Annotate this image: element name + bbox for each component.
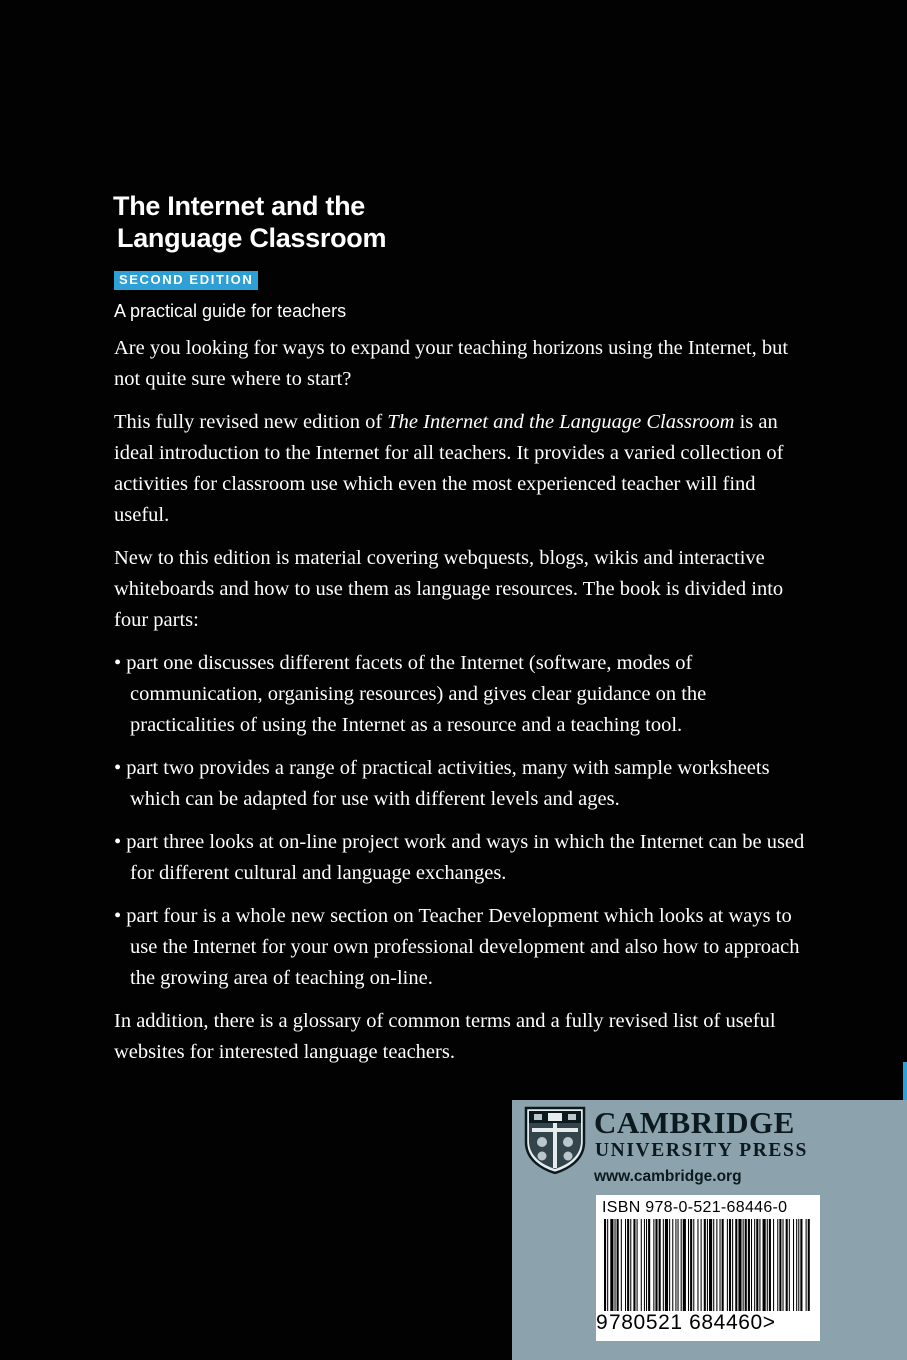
barcode-bar: [669, 1219, 670, 1311]
barcode-bar: [713, 1219, 714, 1311]
barcode-bar: [615, 1219, 616, 1311]
barcode-bar: [697, 1219, 698, 1311]
barcode-bar: [617, 1219, 619, 1311]
barcode-bar: [767, 1219, 768, 1311]
barcode-bar: [641, 1219, 642, 1311]
barcode-bar: [704, 1219, 706, 1311]
barcode-bar: [701, 1219, 702, 1311]
barcode-bar: [716, 1219, 717, 1311]
barcode-bar: [675, 1219, 676, 1311]
barcode-panel: [596, 1195, 820, 1341]
barcode-bar: [681, 1219, 682, 1311]
barcode-bar: [743, 1219, 744, 1311]
barcode-bar: [683, 1219, 686, 1311]
publisher-subtitle: UNIVERSITY PRESS: [595, 1140, 808, 1161]
barcode-bar: [659, 1219, 661, 1311]
barcode-bar: [655, 1219, 657, 1311]
barcode-bar: [621, 1219, 622, 1311]
barcode-bar: [800, 1219, 802, 1311]
blurb: [114, 333, 814, 1080]
barcode-bar: [793, 1219, 794, 1311]
barcode-bar: [672, 1219, 673, 1311]
barcode-bar: [763, 1219, 766, 1311]
barcode: [602, 1219, 814, 1311]
bullet-part-four: • part four is a whole new section on Teacher Development which looks at ways to use the Internet for your own professional development and also how to approach the growing area of teaching on-line.: [114, 905, 800, 989]
barcode-bar: [786, 1219, 788, 1311]
blurb-paragraph-3: New to this edition is material covering webquests, blogs, wikis and interactive whiteboards and how to use them as language resources. The book is divided into four parts:: [114, 547, 784, 631]
para2-title: The Internet and the Language Classroom: [387, 411, 735, 433]
publisher-url: www.cambridge.org: [594, 1168, 742, 1185]
barcode-bar: [665, 1219, 668, 1311]
barcode-bar: [693, 1219, 694, 1311]
bullet-part-three: • part three looks at on-line project work and ways in which the Internet can be used for different cultural and language exchanges.: [114, 831, 805, 884]
blurb-paragraph-final: In addition, there is a glossary of common terms and a fully revised list of useful websites for interested language teachers.: [114, 1010, 776, 1063]
book-title: [113, 190, 386, 254]
barcode-bar: [637, 1219, 638, 1311]
barcode-bar: [678, 1219, 679, 1311]
barcode-bar: [607, 1219, 608, 1311]
barcode-bar: [727, 1219, 728, 1311]
barcode-bar: [707, 1219, 708, 1311]
blurb-paragraph-1: Are you looking for ways to expand your teaching horizons using the Internet, but not quite sure where to start?: [114, 337, 789, 390]
barcode-bar: [625, 1219, 626, 1311]
barcode-bar: [798, 1219, 799, 1311]
barcode-bar: [779, 1219, 781, 1311]
barcode-bar: [754, 1219, 755, 1311]
barcode-end-mark: >: [762, 1311, 776, 1334]
barcode-bar: [722, 1219, 724, 1311]
barcode-bar: [789, 1219, 790, 1311]
barcode-bar: [738, 1219, 741, 1311]
barcode-number: [609, 1311, 776, 1335]
barcode-bar: [627, 1219, 629, 1311]
barcode-bar: [759, 1219, 760, 1311]
barcode-bar: [604, 1219, 606, 1311]
barcode-bar: [610, 1219, 613, 1311]
title-line-2: Language Classroom: [117, 223, 387, 253]
book-subtitle: A practical guide for teachers: [114, 301, 347, 321]
barcode-bar: [653, 1219, 654, 1311]
publisher-panel: [512, 1100, 907, 1360]
barcode-bar: [646, 1219, 647, 1311]
barcode-bar: [633, 1219, 635, 1311]
barcode-bar: [688, 1219, 689, 1311]
publisher-name: CAMBRIDGE: [594, 1105, 795, 1140]
barcode-bar: [796, 1219, 797, 1311]
barcode-bar: [808, 1219, 810, 1311]
blurb-paragraph-2: [114, 407, 814, 531]
barcode-bar: [735, 1219, 737, 1311]
barcode-bar: [709, 1219, 712, 1311]
barcode-bar: [644, 1219, 645, 1311]
title-line-1: The Internet and the: [113, 191, 366, 221]
spine-accent-mark: [903, 1062, 907, 1100]
barcode-bar: [720, 1219, 721, 1311]
barcode-bar: [756, 1219, 758, 1311]
bullet-part-one: • part one discusses different facets of the Internet (software, modes of communication, organising resources) and gives clear guidance on the practicalities of using the Internet as a resource and a teaching tool.: [114, 652, 707, 736]
edition-badge: SECOND EDITION: [114, 271, 258, 290]
barcode-bar: [729, 1219, 731, 1311]
barcode-bar: [690, 1219, 692, 1311]
barcode-main-digits: 780521 684460: [609, 1311, 763, 1334]
barcode-bar: [806, 1219, 807, 1311]
barcode-bar: [748, 1219, 750, 1311]
barcode-bar: [663, 1219, 664, 1311]
barcode-bar: [783, 1219, 784, 1311]
barcode-bar: [769, 1219, 771, 1311]
cambridge-crest-icon: [524, 1106, 586, 1174]
barcode-bar: [751, 1219, 752, 1311]
para2-post: is an ideal introduction to the Internet for all teachers. It provides a varied collection of activities for classroom use which even the most experienced teacher will find useful.: [114, 411, 784, 526]
barcode-bar: [777, 1219, 778, 1311]
barcode-lead-digit: 9: [596, 1311, 609, 1334]
bullet-part-two: • part two provides a range of practical activities, many with sample worksheets which can be adapted for use with different levels and ages.: [114, 757, 770, 810]
para2-pre: This fully revised new edition of: [114, 411, 388, 433]
barcode-bar: [745, 1219, 747, 1311]
barcode-bar: [732, 1219, 733, 1311]
barcode-bar: [773, 1219, 774, 1311]
barcode-bar: [630, 1219, 631, 1311]
barcode-bar: [648, 1219, 650, 1311]
isbn-label: ISBN 978-0-521-68446-0: [602, 1199, 788, 1216]
